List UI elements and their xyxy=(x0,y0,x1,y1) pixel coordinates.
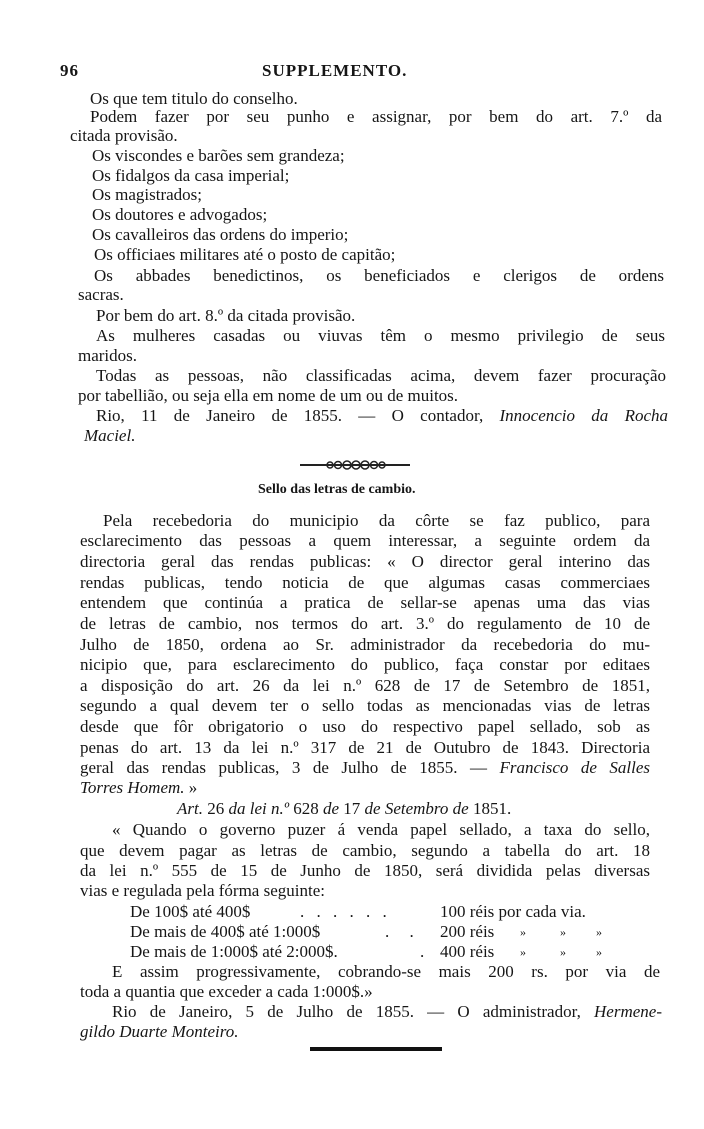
text-line: « Quando o governo puzer á venda papel sellado, a taxa do sello, xyxy=(112,820,650,839)
law-heading-part: 26 xyxy=(202,799,229,818)
ditto-mark: » xyxy=(520,945,526,959)
law-heading-part: 1851. xyxy=(468,799,512,818)
law-heading-part: de xyxy=(323,799,340,818)
text-line: rendas publicas, tendo noticia de que algumas casas commerciaes xyxy=(80,573,650,592)
text-line: toda a quantia que exceder a cada 1:000$.» xyxy=(80,982,373,1001)
ditto-mark: » xyxy=(596,925,602,939)
closing-quote: » xyxy=(188,778,198,797)
text-line: nicipio que, para esclarecimento do publico, faça constar por editaes xyxy=(80,655,650,674)
ornament-divider xyxy=(300,460,410,470)
text-line: segundo a qual devem ter o sello todas as mencionadas vias de letras xyxy=(80,696,650,715)
leader-dots: . xyxy=(420,942,425,961)
page-number: 96 xyxy=(60,61,79,80)
text-line xyxy=(80,759,650,777)
text-line: Pela recebedoria do municipio da côrte se faz publico, para xyxy=(103,511,650,530)
author-name: Maciel. xyxy=(84,426,136,445)
tax-cell: 100 réis por cada via. xyxy=(440,902,586,921)
tax-cell: 400 réis xyxy=(440,942,495,961)
text-line: Por bem do art. 8.º da citada provisão. xyxy=(96,306,356,325)
law-heading-part: de Setembro de xyxy=(364,799,469,818)
law-heading-part: da lei n.º xyxy=(228,799,289,818)
text-line: desde que fôr obrigatorio o uso do respectivo papel sellado, sob as xyxy=(80,717,650,736)
ditto-mark: » xyxy=(520,925,526,939)
text-line: por tabellião, ou seja ella em nome de um ou de muitos. xyxy=(78,386,459,405)
text-line: Os fidalgos da casa imperial; xyxy=(92,166,290,185)
law-heading-part: 628 xyxy=(289,799,323,818)
author-name: Torres Homem. xyxy=(80,778,185,797)
text-line: citada provisão. xyxy=(70,126,178,145)
text-line: Podem fazer por seu punho e assignar, por bem do art. 7.º da xyxy=(90,107,662,126)
text-line: Os officiaes militares até o posto de capitão; xyxy=(94,245,396,264)
law-heading xyxy=(177,800,511,818)
text-line: directoria geral das rendas publicas: « O director geral interino das xyxy=(80,552,650,571)
law-heading-part: Art. xyxy=(177,799,203,818)
range-cell: De 100$ até 400$ xyxy=(130,902,251,921)
signoff-text: Rio, 11 de Janeiro de 1855. — O contador, xyxy=(96,406,484,425)
author-name: Hermene- xyxy=(594,1002,662,1021)
signoff-line xyxy=(84,427,135,445)
text-line: Julho de 1850, ordena ao Sr. administrador da recebedoria do mu- xyxy=(80,635,650,654)
text-line: esclarecimento das pessoas a quem interessar, a seguinte ordem da xyxy=(80,531,650,550)
ditto-mark: » xyxy=(560,945,566,959)
text-line: Os viscondes e barões sem grandeza; xyxy=(92,146,345,165)
signoff-text: Rio de Janeiro, 5 de Julho de 1855. — O administrador, xyxy=(112,1002,581,1021)
text-line: E assim progressivamente, cobrando-se mais 200 rs. por via de xyxy=(112,962,660,981)
text-line: da lei n.º 555 de 15 de Junho de 1850, será dividida pelas diversas xyxy=(80,861,650,880)
text-line: Os que tem titulo do conselho. xyxy=(90,89,298,108)
text-line: a disposição do art. 26 da lei n.º 628 de 17 de Setembro de 1851, xyxy=(80,676,650,695)
text-line: Os abbades benedictinos, os beneficiados e clerigos de ordens xyxy=(94,266,664,285)
text-line: As mulheres casadas ou viuvas têm o mesmo privilegio de seus xyxy=(96,326,665,345)
range-cell: De mais de 1:000$ até 2:000$. xyxy=(130,942,338,961)
text-line: Os magistrados; xyxy=(92,185,203,204)
range-cell: De mais de 400$ até 1:000$ xyxy=(130,922,321,941)
leader-dots: . . . . . . xyxy=(300,902,391,921)
ditto-mark: » xyxy=(560,925,566,939)
signoff-line xyxy=(80,1023,239,1041)
running-title: SUPPLEMENTO. xyxy=(262,61,408,80)
text-line: Todas as pessoas, não classificadas acima, devem fazer procuração xyxy=(96,366,666,385)
leader-dots: . . xyxy=(385,922,422,941)
text-line: Os doutores e advogados; xyxy=(92,205,268,224)
signoff-line xyxy=(112,1003,662,1021)
tax-cell: 200 réis xyxy=(440,922,495,941)
author-name: gildo Duarte Monteiro. xyxy=(80,1022,239,1041)
law-heading-part: 17 xyxy=(339,799,365,818)
text-line: maridos. xyxy=(78,346,138,365)
text-line xyxy=(80,779,197,797)
text-line: penas do art. 13 da lei n.º 317 de 21 de Outubro de 1843. Directoria xyxy=(80,738,650,757)
signoff-line xyxy=(96,407,668,425)
text-line: Os cavalleiros das ordens do imperio; xyxy=(92,225,349,244)
text-line: vias e regulada pela fórma seguinte: xyxy=(80,881,325,900)
text-line: que devem pagar as letras de cambio, segundo a tabella do art. 18 xyxy=(80,841,650,860)
text-line: sacras. xyxy=(78,285,124,304)
ditto-mark: » xyxy=(596,945,602,959)
section-heading: Sello das letras de cambio. xyxy=(258,482,416,497)
text-line: de letras de cambio, nos termos do art. 3.º do regulamento de 10 de xyxy=(80,614,650,633)
end-rule xyxy=(310,1047,442,1051)
text-line: entendem que continúa a pratica de sellar-se apenas uma das vias xyxy=(80,593,650,612)
author-name: Innocencio da Rocha xyxy=(499,406,669,425)
author-name: Francisco de Salles xyxy=(499,758,650,777)
text-fragment: geral das rendas publicas, 3 de Julho de 1855. — xyxy=(80,758,487,777)
